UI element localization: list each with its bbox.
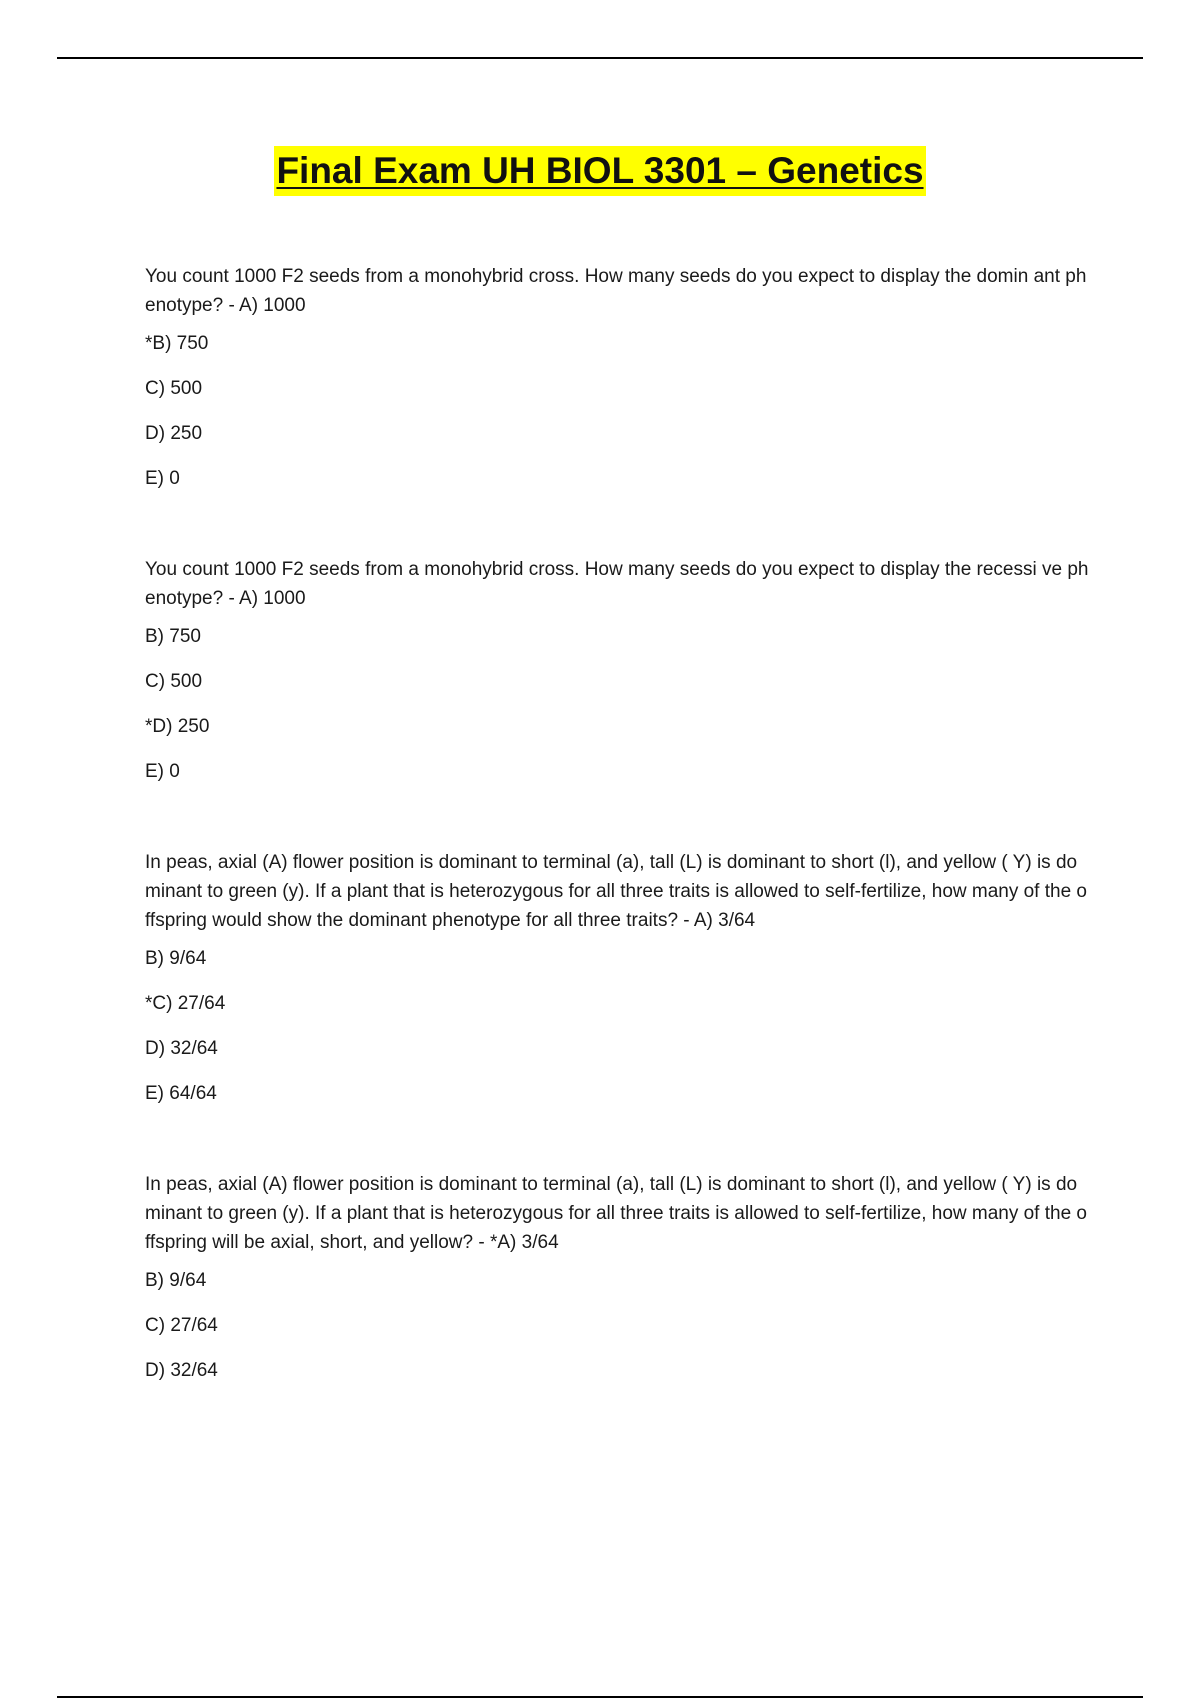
question-4 — [145, 1170, 1090, 1383]
bottom-rule — [57, 1696, 1143, 1698]
question-text: You count 1000 F2 seeds from a monohybrid cross. How many seeds do you expect to display the domin ant phenotype? - A) 1000 — [145, 266, 1087, 316]
answer-option: B) 750 — [145, 626, 201, 647]
question-text: You count 1000 F2 seeds from a monohybrid cross. How many seeds do you expect to display the recessi ve phenotype? - A) 1000 — [145, 559, 1089, 609]
answer-option: *D) 250 — [145, 716, 210, 737]
question-spacer — [145, 805, 1090, 848]
question-2 — [145, 555, 1090, 784]
question-3 — [145, 848, 1090, 1106]
answer-option: D) 32/64 — [145, 1360, 218, 1381]
question-1 — [145, 262, 1090, 491]
title-container — [0, 146, 1200, 196]
page-title: Final Exam UH BIOL 3301 – Genetics — [274, 146, 925, 196]
question-spacer — [145, 1127, 1090, 1170]
answer-option: D) 250 — [145, 423, 203, 444]
answer-option: D) 32/64 — [145, 1038, 218, 1059]
answer-option: E) 64/64 — [145, 1083, 217, 1104]
answer-option: C) 500 — [145, 378, 203, 399]
answer-option: B) 9/64 — [145, 948, 207, 969]
answer-option: *C) 27/64 — [145, 993, 226, 1014]
answer-option: *B) 750 — [145, 333, 209, 354]
answer-option: E) 0 — [145, 761, 180, 782]
question-list — [145, 262, 1090, 1404]
question-text: In peas, axial (A) flower position is dominant to terminal (a), tall (L) is dominant to short (l), and yellow ( Y) is dominant to green (y). If a plant that is heterozygous for all three traits is allowed to self-fertilize, how many of the offspring will be axial, short, and yellow? - *A) 3/64 — [145, 1174, 1088, 1253]
answer-option: B) 9/64 — [145, 1270, 207, 1291]
question-text: In peas, axial (A) flower position is dominant to terminal (a), tall (L) is dominant to short (l), and yellow ( Y) is dominant to green (y). If a plant that is heterozygous for all three traits is allowed to self-fertilize, how many of the offspring would show the dominant phenotype for all three traits? - A) 3/64 — [145, 852, 1088, 931]
answer-option: C) 27/64 — [145, 1315, 218, 1336]
question-spacer — [145, 512, 1090, 555]
top-rule — [57, 57, 1143, 59]
answer-option: C) 500 — [145, 671, 203, 692]
answer-option: E) 0 — [145, 468, 180, 489]
